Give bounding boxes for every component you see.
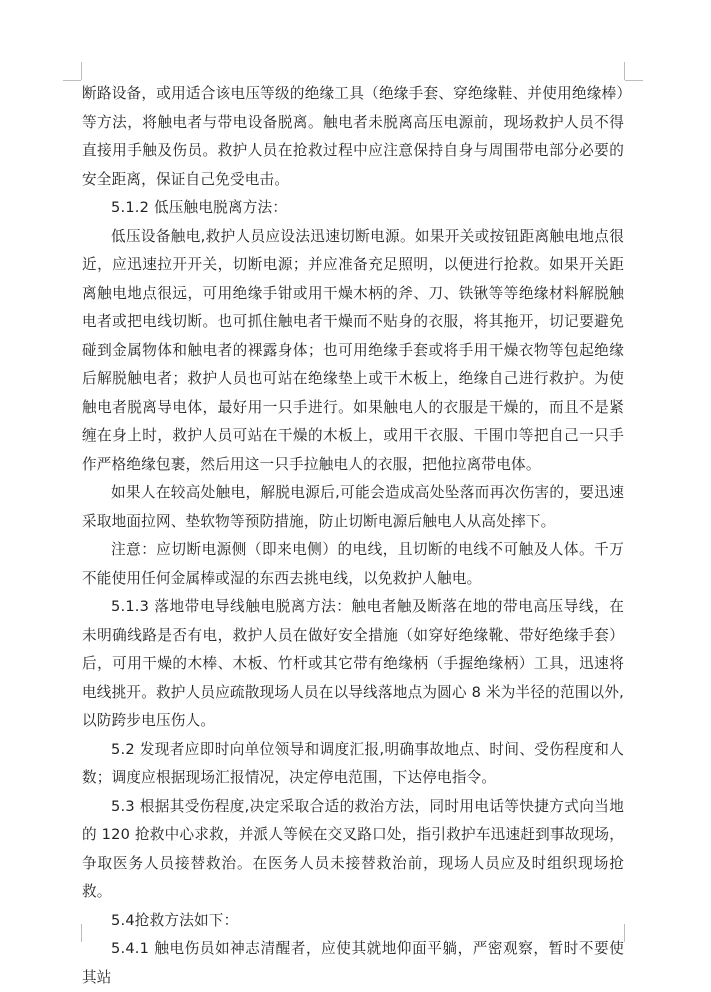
document-body: [82, 80, 624, 992]
section-5-1-3: 5.1.3 落地带电导线触电脱离方法：触电者触及断落在地的带电高压导线，在未明确线路是否有电，救护人员在做好安全措施（如穿好绝缘靴、带好绝缘手套）后，可用干燥的木棒、木板、竹杆或其它带有绝缘柄（手握绝缘柄）工具，迅速将电线挑开。救护人员应疏散现场人员在以导线落地点为圆心 8 米为半径的范围以外,以防跨步电压伤人。: [82, 598, 624, 729]
section-5-2: 5.2 发现者应即时向单位领导和调度汇报,明确事故地点、时间、受伤程度和人数；调度应根据现场汇报情况，决定停电范围，下达停电指令。: [82, 740, 624, 786]
crop-mark-bottom-right-v: [624, 924, 625, 942]
paragraph-note: 注意：应切断电源侧（即来电侧）的电线，且切断的电线不可触及人体。千万不能使用任何金属棒或湿的东西去挑电线，以免救护人触电。: [82, 541, 624, 587]
crop-mark-top-left-h: [63, 80, 81, 81]
crop-mark-top-left-v: [81, 62, 82, 80]
section-5-3: 5.3 根据其受伤程度,决定采取合适的救治方法，同时用电话等快捷方式向当地的 120 抢救中心求救，并派人等候在交叉路口处，指引救护车迅速赶到事故现场，争取医务人员接替救治。在医务人员未接替救治前，现场人员应及时组织现场抢救。: [82, 797, 624, 900]
crop-mark-top-right-h: [625, 80, 643, 81]
paragraph-continuation: 断路设备，或用适合该电压等级的绝缘工具（绝缘手套、穿绝缘鞋、并使用绝缘棒）等方法，将触电者与带电设备脱离。触电者未脱离高压电源前，现场救护人员不得直接用手触及伤员。救护人员在抢救过程中应注意保持自身与周围带电部分必要的安全距离，保证自己免受电击。: [82, 85, 624, 188]
crop-mark-top-right-v: [624, 62, 625, 80]
section-5-4-1: 5.4.1 触电伤员如神志清醒者，应使其就地仰面平躺，严密观察，暂时不要使其站: [82, 940, 624, 986]
section-heading-5-4: 5.4抢救方法如下：: [111, 911, 239, 929]
paragraph-height-rescue: 如果人在较高处触电，解脱电源后,可能会造成高处坠落而再次伤害的，要迅速采取地面拉网、垫软物等预防措施，防止切断电源后触电人从高处摔下。: [82, 484, 624, 530]
section-heading-5-1-2: 5.1.2 低压触电脱离方法：: [111, 199, 288, 216]
paragraph-low-voltage: 低压设备触电,救护人员应设法迅速切断电源。如果开关或按钮距离触电地点很近，应迅速拉开开关，切断电源；并应准备充足照明，以便进行抢救。如果开关距离触电地点很远，可用绝缘手钳或用干燥木柄的斧、刀、铁锹等等绝缘材料解脱触电者或把电线切断。也可抓住触电者干燥而不贴身的衣服，将其拖开，切记要避免碰到金属物体和触电者的裸露身体；也可用绝缘手套或将手用干燥衣物等包起绝缘后解脱触电者；救护人员也可站在绝缘垫上或干木板上，绝缘自己进行救护。为使触电者脱离导电体，最好用一只手进行。如果触电人的衣服是干燥的，而且不是紧缠在身上时，救护人员可站在干燥的木板上，或用干衣服、干围巾等把自己一只手作严格绝缘包裹，然后用这一只手拉触电人的衣服，把他拉离带电体。: [82, 227, 624, 473]
